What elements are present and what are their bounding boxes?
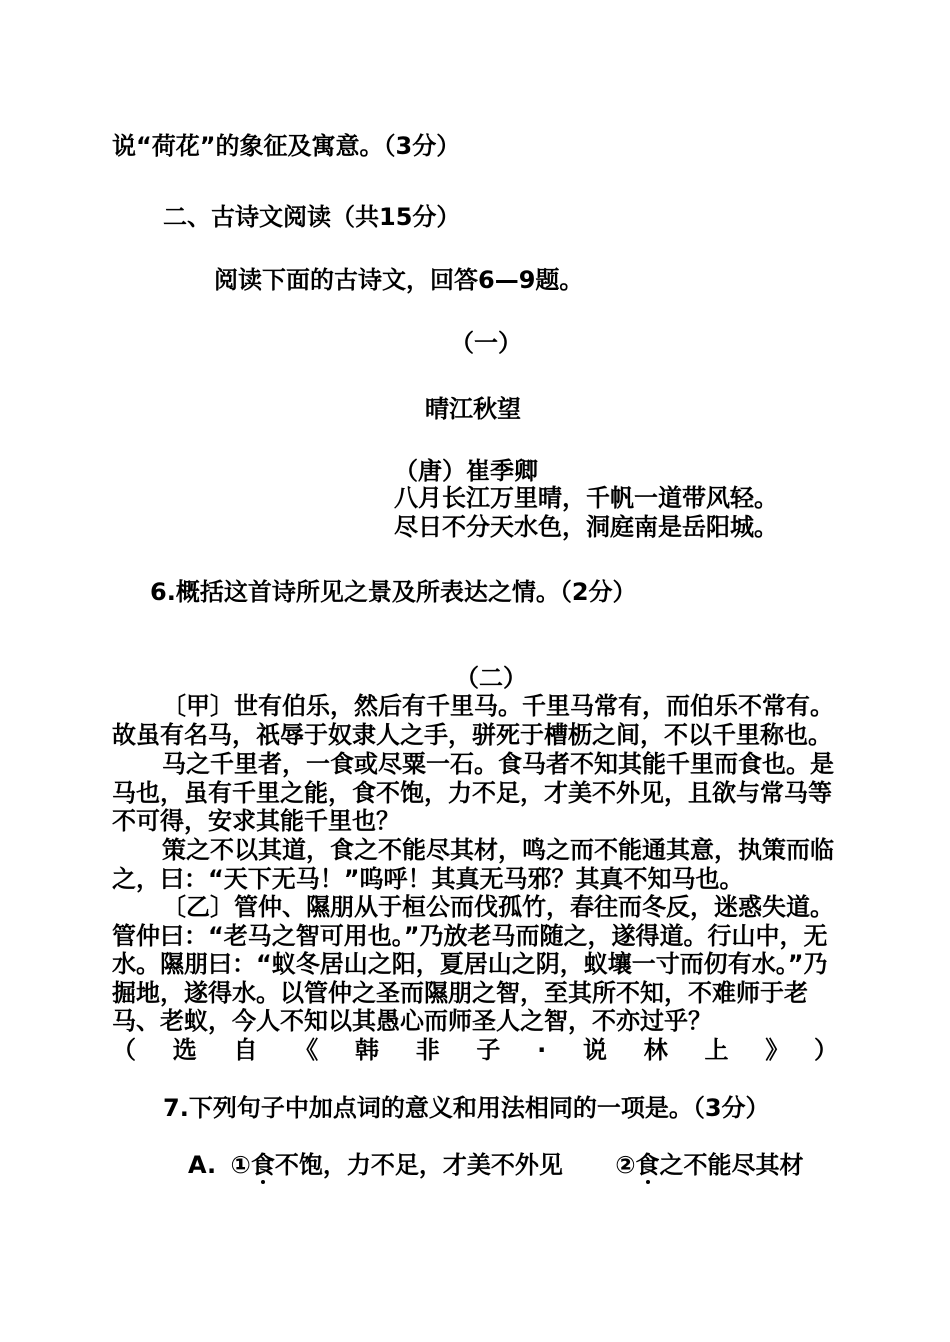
reading-instruction: 阅读下面的古诗文，回答6—9题。 <box>214 266 584 294</box>
option-sentence: 之不能尽其材 <box>659 1151 804 1179</box>
section-heading: 二、古诗文阅读（共15分） <box>163 203 461 231</box>
question-5-tail: 说“荷花”的象征及寓意。（3分） <box>112 132 461 160</box>
part-two-mark: （二） <box>455 664 527 692</box>
source-note: （选自《韩非子·说林上》） <box>112 1036 838 1064</box>
passage-paragraph: 〔甲〕世有伯乐，然后有千里马。千里马常有，而伯乐不常有。故虽有名马，祇辱于奴隶人之手，骈死于槽枥之间，不以千里称也。 <box>112 692 834 749</box>
passage-paragraph: 策之不以其道，食之不能尽其材，鸣之而不能通其意，执策而临之，曰：“天下无马！”呜呼！其真无马邪？其真不知马也。 <box>112 836 834 893</box>
option-a <box>188 1150 804 1180</box>
dotted-word: 食 <box>635 1151 660 1179</box>
option-label: A. <box>188 1151 217 1179</box>
dotted-word: 食 <box>250 1151 275 1179</box>
poem-author: （唐）崔季卿 <box>394 457 538 485</box>
option-sentence: 不饱，力不足，才美不外见 <box>274 1151 563 1179</box>
question-7: 7.下列句子中加点词的意义和用法相同的一项是。（3分） <box>163 1094 770 1122</box>
passage-paragraph: 马之千里者，一食或尽粟一石。食马者不知其能千里而食也。是马也，虽有千里之能，食不饱，力不足，才美不外见，且欲与常马等不可得，安求其能千里也？ <box>112 750 834 836</box>
sentence-number: ② <box>615 1151 636 1179</box>
poem-line: 八月长江万里晴，千帆一道带风轻。 <box>394 484 778 512</box>
poem-title: 晴江秋望 <box>425 395 521 423</box>
passage-paragraph: 〔乙〕管仲、隰朋从于桓公而伐孤竹，春往而冬反，迷惑失道。管仲曰：“老马之智可用也。”乃放老马而随之，遂得道。行山中，无水。隰朋曰：“蚁冬居山之阳，夏居山之阴，蚁壤一寸而仞有水。”乃掘地，遂得水。以管仲之圣而隰朋之智，至其所不知，不难师于老马、老蚁，今人不知以其愚心而师圣人之智，不亦过乎？ <box>112 893 834 1036</box>
poem-line: 尽日不分天水色，洞庭南是岳阳城。 <box>394 513 778 541</box>
part-one-mark: （一） <box>450 329 522 357</box>
sentence-number: ① <box>230 1151 251 1179</box>
question-6: 6.概括这首诗所见之景及所表达之情。（2分） <box>150 578 637 606</box>
